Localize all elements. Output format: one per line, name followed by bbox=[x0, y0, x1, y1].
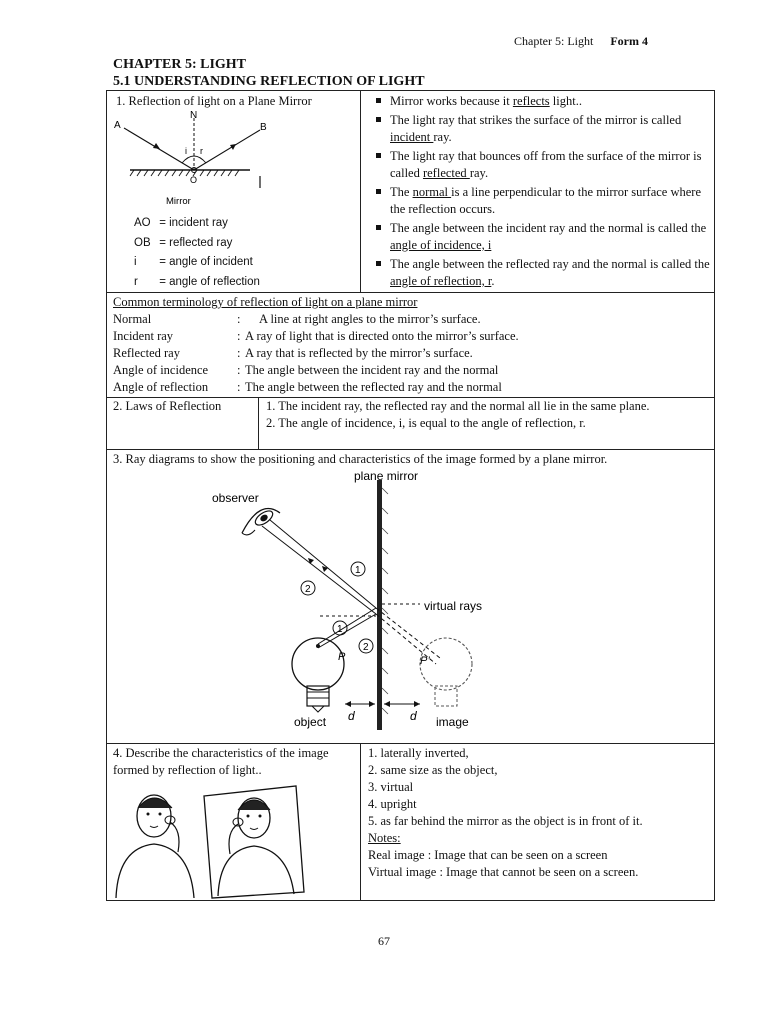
diagram-label-N: N bbox=[190, 110, 198, 121]
laws-heading: 2. Laws of Reflection bbox=[113, 399, 222, 413]
term-key: Angle of reflection bbox=[113, 380, 209, 394]
bullet-item: The angle between the incident ray and the normal is called the angle of incidence, i bbox=[370, 220, 710, 255]
section-3-heading: 3. Ray diagrams to show the positioning and characteristics of the image formed by a plane mirror. bbox=[113, 452, 608, 466]
ray-number-2b: 2 bbox=[363, 642, 369, 653]
terminology-heading: Common terminology of reflection of light on a plane mirror bbox=[113, 295, 418, 309]
section-1-bullets bbox=[370, 93, 710, 292]
note-item: Virtual image : Image that cannot be seen on a screen. bbox=[368, 865, 639, 879]
legend-row: OB = reflected ray bbox=[134, 234, 260, 254]
term-row: Normal : A line at right angles to the mirror’s surface. bbox=[113, 312, 481, 326]
header-chapter: Chapter 5: Light bbox=[514, 34, 594, 48]
legend-key: OB bbox=[134, 236, 151, 249]
term-value: A ray of light that is directed onto the mirror’s surface. bbox=[245, 329, 519, 343]
bullet-item: The normal is a line perpendicular to the mirror surface where the reflection occurs. bbox=[370, 184, 710, 219]
term-value: The angle between the reflected ray and the normal bbox=[245, 380, 502, 394]
diagram-label-mirror: Mirror bbox=[166, 196, 191, 207]
object-label: object bbox=[294, 715, 327, 729]
ray-diagram bbox=[200, 468, 500, 736]
section-4-list bbox=[368, 745, 712, 881]
characteristic-item: 3. virtual bbox=[368, 780, 414, 794]
reflection-diagram bbox=[110, 108, 270, 208]
section-1-divider bbox=[360, 90, 361, 293]
diagram-label-r: r bbox=[200, 146, 203, 156]
section-1-legend bbox=[134, 214, 260, 292]
law-item: 2. The angle of incidence, i, is equal to the angle of reflection, r. bbox=[266, 416, 586, 430]
term-row: Angle of incidence : The angle between the incident ray and the normal bbox=[113, 363, 499, 377]
legend-row: r = angle of reflection bbox=[134, 273, 260, 293]
virtual-rays-label: virtual rays bbox=[424, 599, 483, 613]
legend-key: i bbox=[134, 256, 137, 268]
legend-key: AO bbox=[134, 217, 151, 229]
section-title: 5.1 UNDERSTANDING REFLECTION OF LIGHT bbox=[113, 74, 425, 89]
plane-mirror-label: plane mirror bbox=[354, 469, 419, 483]
point-label-P: P bbox=[338, 651, 346, 663]
law-item: 1. The incident ray, the reflected ray and the normal all lie in the same plane. bbox=[266, 399, 650, 413]
bullet-item: The light ray that bounces off from the surface of the mirror is called reflected ray. bbox=[370, 148, 710, 183]
legend-row: i = angle of incident bbox=[134, 253, 260, 273]
terminology-block bbox=[113, 294, 519, 396]
section-4-heading: 4. Describe the characteristics of the image formed by reflection of light.. bbox=[113, 746, 329, 777]
note-item: Real image : Image that can be seen on a screen bbox=[368, 848, 608, 862]
section-4-divider bbox=[360, 743, 361, 901]
notes-label: Notes: bbox=[368, 831, 401, 845]
legend-value: angle of incident bbox=[169, 256, 253, 268]
header-form: Form 4 bbox=[610, 34, 648, 48]
term-key: Reflected ray bbox=[113, 346, 180, 360]
term-value: A line at right angles to the mirror’s surface. bbox=[259, 312, 481, 326]
term-row: Angle of reflection : The angle between the reflected ray and the normal bbox=[113, 380, 502, 394]
distance-label-right: d bbox=[410, 709, 417, 723]
legend-value: reflected ray bbox=[169, 236, 233, 249]
bullet-item: Mirror works because it reflects light.. bbox=[370, 93, 710, 111]
chapter-title: CHAPTER 5: LIGHT bbox=[113, 57, 247, 72]
legend-value: incident ray bbox=[169, 217, 228, 229]
legend-value: angle of reflection bbox=[169, 275, 260, 288]
distance-label-left: d bbox=[348, 709, 355, 723]
point-label-P-prime: P’ bbox=[420, 655, 430, 667]
lateral-inversion-illustration bbox=[108, 782, 308, 900]
legend-row: AO = incident ray bbox=[134, 214, 260, 234]
ray-number-1b: 1 bbox=[337, 624, 343, 635]
term-key: Incident ray bbox=[113, 329, 174, 343]
running-header bbox=[514, 34, 648, 49]
term-key: Angle of incidence bbox=[113, 363, 209, 377]
laws-divider bbox=[258, 397, 259, 450]
legend-key: r bbox=[134, 275, 138, 288]
diagram-label-A: A bbox=[114, 120, 121, 131]
ray-number-2: 2 bbox=[305, 584, 311, 595]
term-row: Incident ray : A ray of light that is directed onto the mirror’s surface. bbox=[113, 329, 519, 343]
page-number: 67 bbox=[378, 934, 390, 948]
section-1-heading: 1. Reflection of light on a Plane Mirror bbox=[116, 94, 312, 108]
observer-label: observer bbox=[212, 491, 259, 505]
term-value: The angle between the incident ray and the normal bbox=[245, 363, 499, 377]
image-label: image bbox=[436, 715, 469, 729]
bullet-item: The light ray that strikes the surface of the mirror is called incident ray. bbox=[370, 112, 710, 147]
characteristic-item: 4. upright bbox=[368, 797, 417, 811]
laws-list bbox=[266, 398, 711, 432]
term-key: Normal bbox=[113, 312, 152, 326]
chapter-title-block bbox=[113, 56, 425, 90]
characteristic-item: 5. as far behind the mirror as the object is in front of it. bbox=[368, 814, 643, 828]
term-row: Reflected ray : A ray that is reflected by the mirror’s surface. bbox=[113, 346, 473, 360]
characteristic-item: 2. same size as the object, bbox=[368, 763, 498, 777]
diagram-label-O: O bbox=[190, 175, 198, 185]
diagram-label-B: B bbox=[260, 122, 267, 133]
term-value: A ray that is reflected by the mirror’s surface. bbox=[245, 346, 473, 360]
characteristic-item: 1. laterally inverted, bbox=[368, 746, 469, 760]
ray-number-1: 1 bbox=[355, 565, 361, 576]
diagram-label-i: i bbox=[185, 146, 187, 156]
bullet-item: The angle between the reflected ray and the normal is called the angle of reflection, r. bbox=[370, 256, 710, 291]
